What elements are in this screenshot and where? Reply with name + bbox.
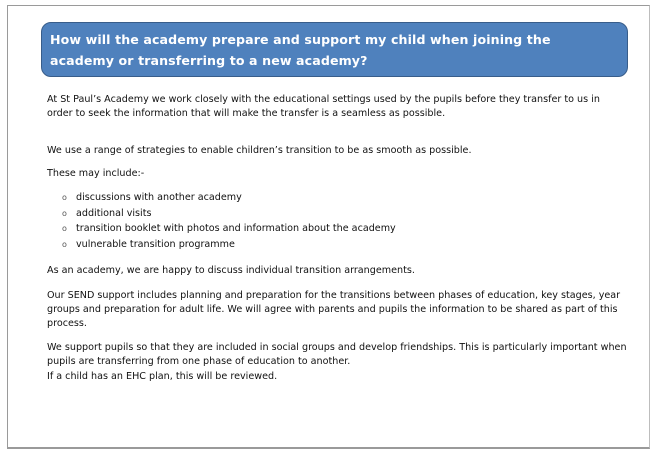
individual-arrangements-paragraph: As an academy, we are happy to discuss individual transition arrangements.: [47, 265, 415, 276]
list-item-text: vulnerable transition programme: [76, 238, 235, 250]
list-item-text: transition booklet with photos and information about the academy: [76, 223, 396, 234]
intro-paragraph: At St Paul’s Academy we work closely with the educational settings used by the pupils before they transfer to us in order to seek the information that will make the transfer is a seamless as possible.: [47, 94, 600, 119]
hollow-bullet-icon: o: [62, 239, 67, 249]
strategies-paragraph: We use a range of strategies to enable children’s transition to be as smooth as possible.: [47, 145, 472, 156]
list-item: [47, 206, 396, 222]
list-item: [47, 190, 396, 206]
hollow-bullet-icon: o: [62, 208, 67, 218]
social-support-paragraph: We support pupils so that they are included in social groups and develop friendships. This is particularly important when pupils are transferring from one phase of education to another.: [47, 342, 627, 367]
list-item-text: additional visits: [76, 207, 152, 219]
strategy-list: [47, 190, 396, 252]
list-item: [47, 221, 396, 237]
ehc-plan-line: If a child has an EHC plan, this will be reviewed.: [47, 371, 278, 382]
list-item-text: discussions with another academy: [76, 192, 242, 203]
send-support-paragraph: Our SEND support includes planning and preparation for the transitions between phases of education, key stages, year groups and preparation for adult life. We will agree with parents and pupils the information to be shared as part of this process.: [47, 290, 621, 329]
question-title: How will the academy prepare and support my child when joining the academy or transferring to a new academy?: [50, 32, 551, 68]
may-include-label: These may include:-: [47, 168, 145, 179]
hollow-bullet-icon: o: [62, 193, 67, 202]
hollow-bullet-icon: o: [62, 224, 67, 233]
question-header-box: [41, 22, 628, 77]
list-item: [47, 237, 396, 253]
